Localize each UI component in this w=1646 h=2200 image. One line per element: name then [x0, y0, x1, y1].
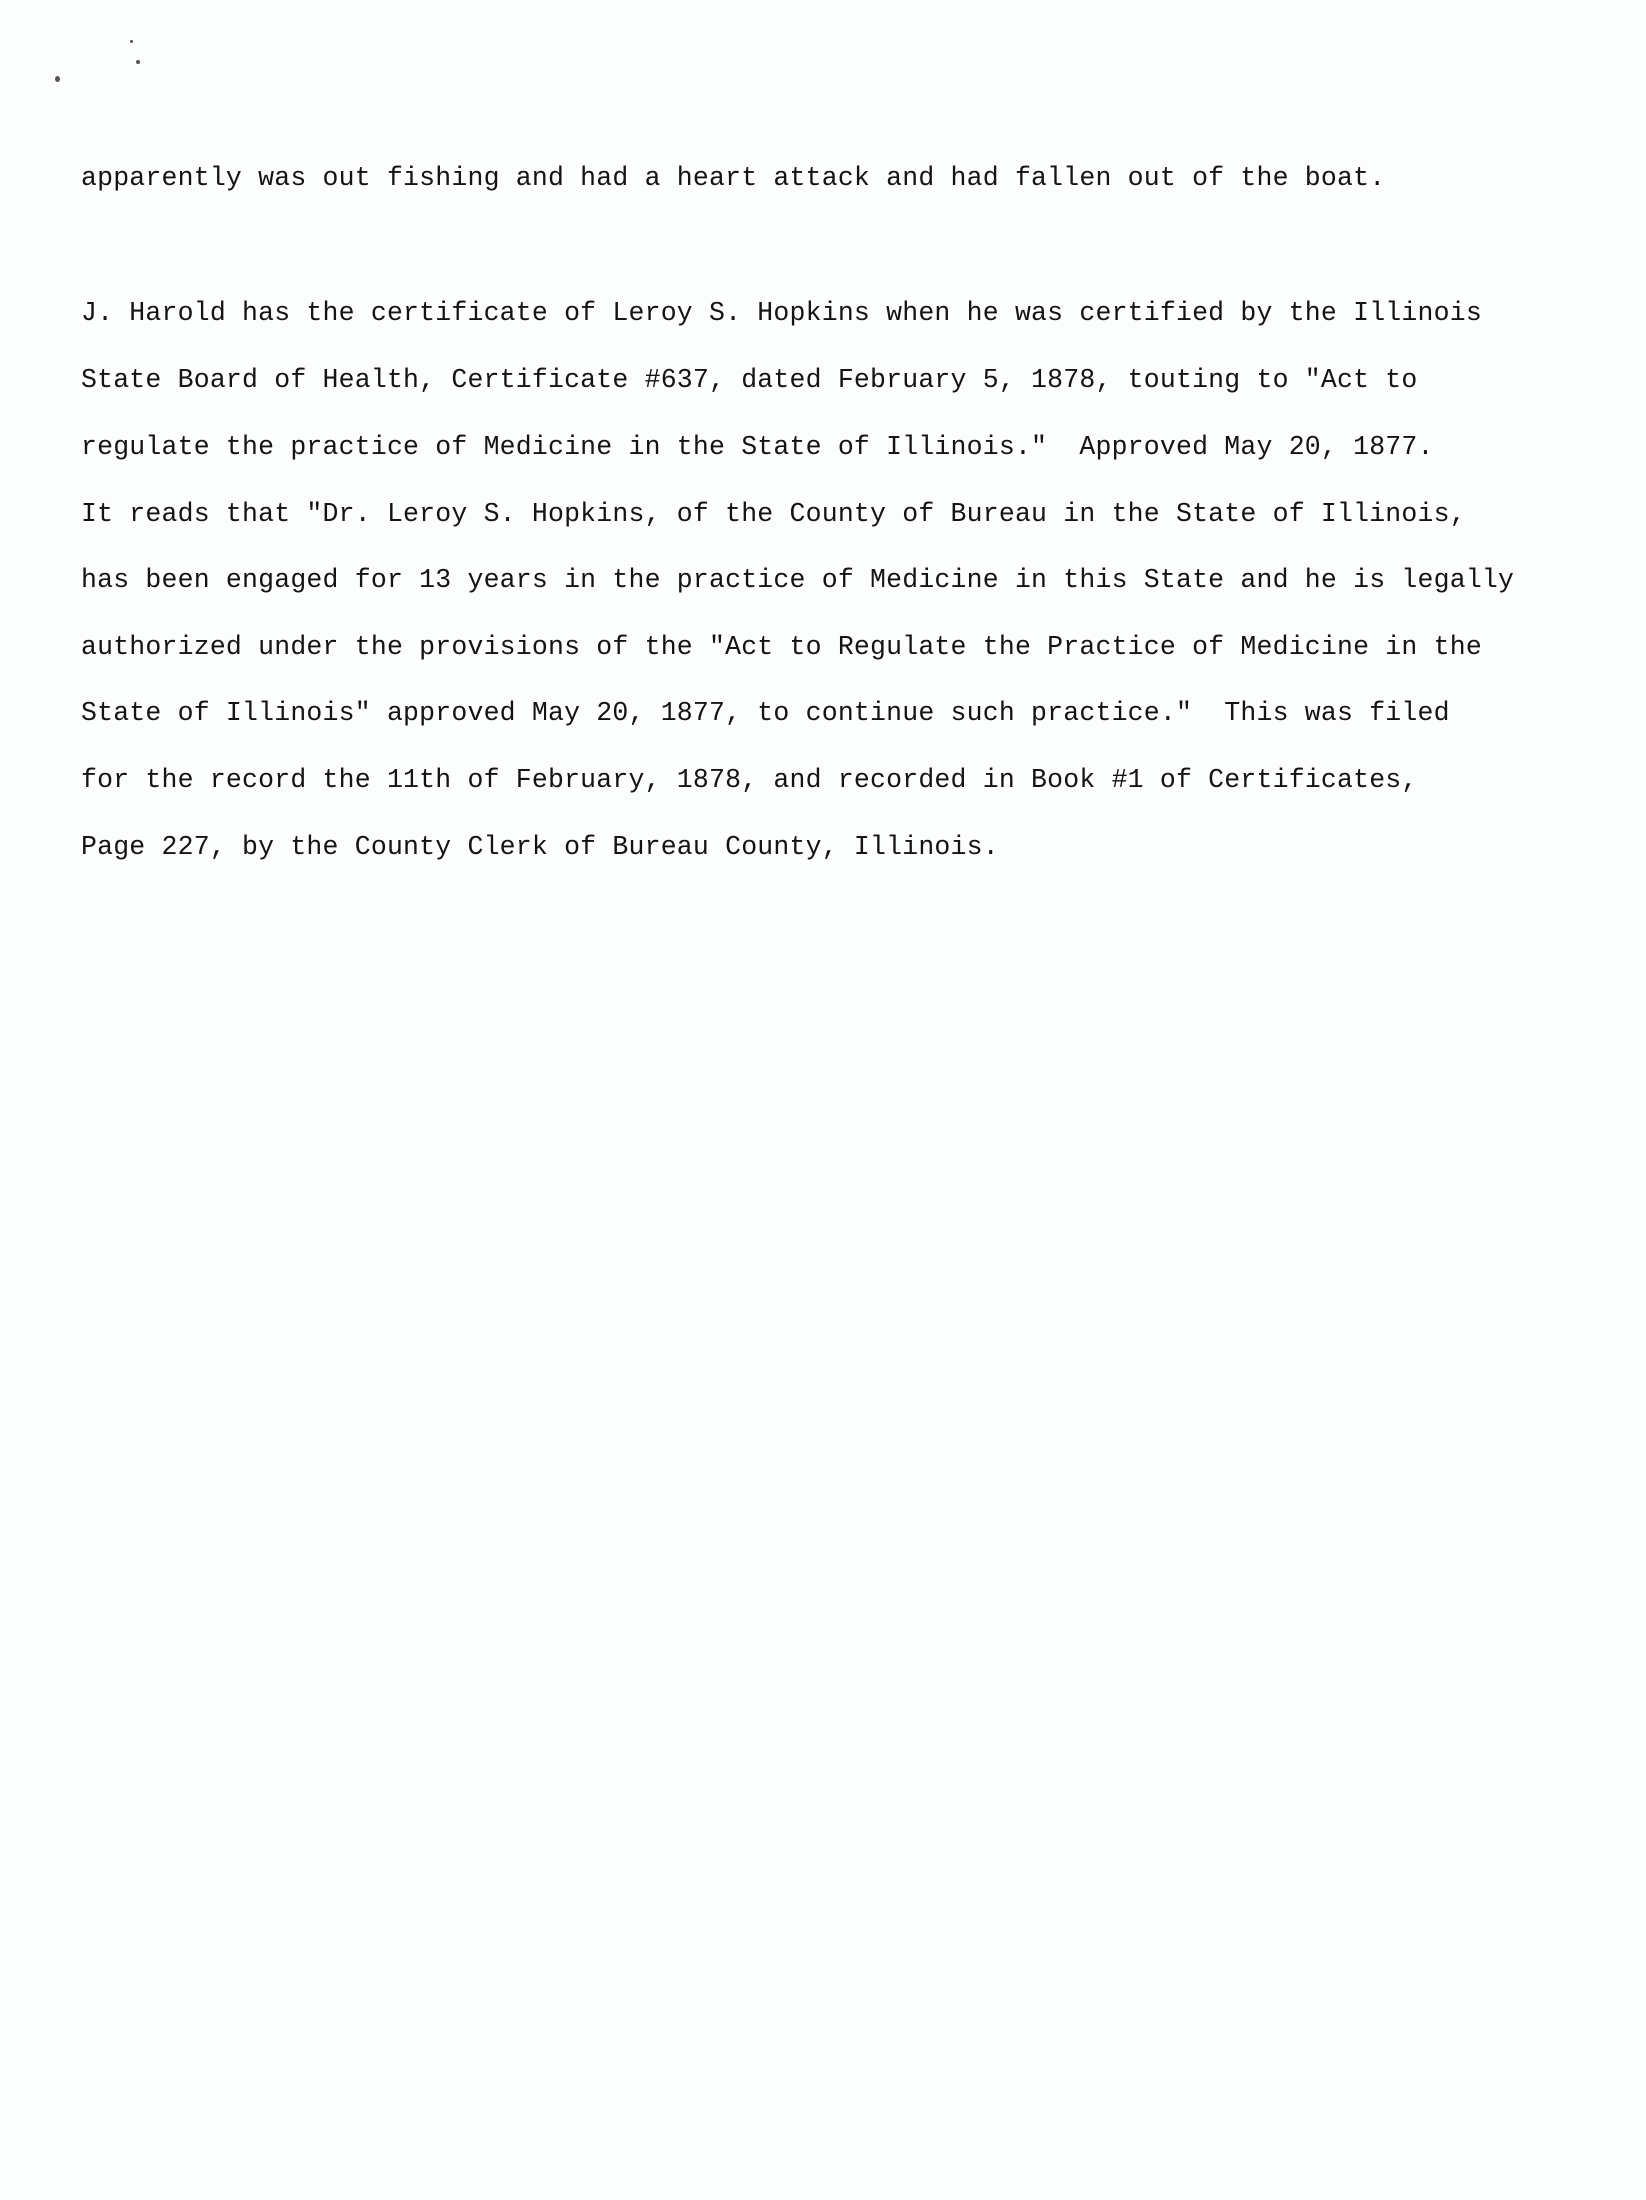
text-line-4: regulate the practice of Medicine in the State of Illinois." Approved May 20, 1877.	[81, 432, 1434, 462]
text-line-9: for the record the 11th of February, 1878, and recorded in Book #1 of Certificates,	[81, 765, 1418, 795]
scan-speck	[130, 40, 133, 43]
text-line-3: State Board of Health, Certificate #637, dated February 5, 1878, touting to "Act to	[81, 365, 1418, 395]
text-line-7: authorized under the provisions of the "Act to Regulate the Practice of Medicine in the	[81, 632, 1482, 662]
scan-speck	[55, 76, 60, 82]
text-line-1: apparently was out fishing and had a heart attack and had fallen out of the boat.	[81, 163, 1386, 193]
text-line-5: It reads that "Dr. Leroy S. Hopkins, of the County of Bureau in the State of Illinois,	[81, 499, 1466, 529]
text-line-2: J. Harold has the certificate of Leroy S. Hopkins when he was certified by the Illinois	[81, 298, 1482, 328]
text-line-8: State of Illinois" approved May 20, 1877, to continue such practice." This was filed	[81, 698, 1450, 728]
text-line-10: Page 227, by the County Clerk of Bureau County, Illinois.	[81, 832, 999, 862]
text-line-6: has been engaged for 13 years in the practice of Medicine in this State and he is legally	[81, 565, 1515, 595]
scan-speck	[136, 60, 140, 64]
